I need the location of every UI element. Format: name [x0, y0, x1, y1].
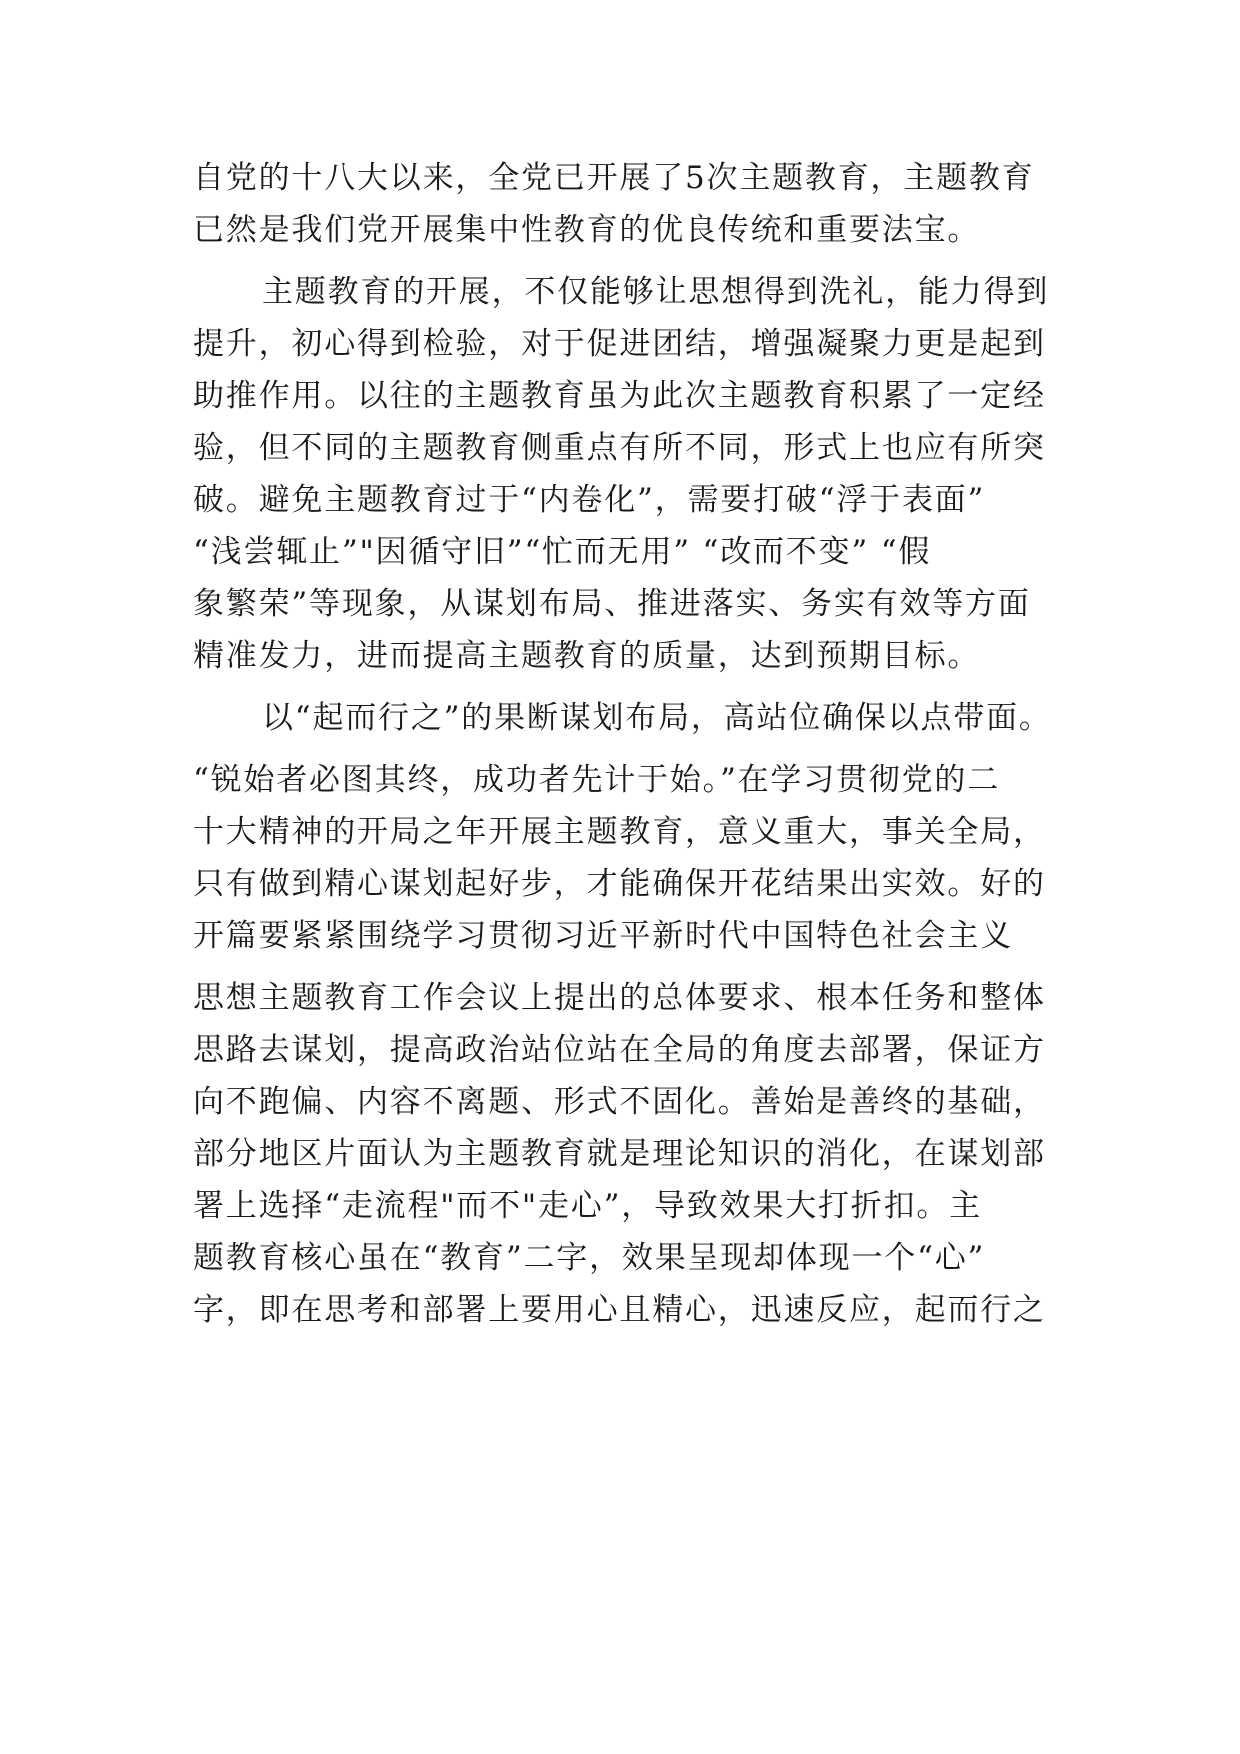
- text-line: “浅尝辄止”"因循守旧”“忙而无用” “改而不变” “假: [193, 534, 932, 570]
- text-line: 助推作用。以往的主题教育虽为此次主题教育积累了一定经: [193, 378, 1046, 414]
- text-line: 署上选择“走流程"而不"走心”，导致效果大打折扣。主: [193, 1188, 983, 1224]
- text-line: 题教育核心虽在“教育”二字，效果呈现却体现一个“心”: [193, 1240, 986, 1276]
- text-line: 部分地区片面认为主题教育就是理论知识的消化，在谋划部: [193, 1136, 1046, 1172]
- text-line: 字，即在思考和部署上要用心且精心，迅速反应，起而行之: [193, 1292, 1046, 1328]
- text-line: 思路去谋划，提高政治站位站在全局的角度去部署，保证方: [193, 1032, 1046, 1068]
- paragraph-start-line: 主题教育的开展，不仅能够让思想得到洗礼，能力得到: [262, 274, 1050, 310]
- text-line: 验，但不同的主题教育侧重点有所不同，形式上也应有所突: [193, 430, 1046, 466]
- text-line: 提升，初心得到检验，对于促进团结，增强凝聚力更是起到: [193, 326, 1046, 362]
- text-line: “锐始者必图其终，成功者先计于始。”在学习贯彻党的二: [193, 762, 1000, 798]
- body-text: [193, 152, 1053, 1336]
- text-line: 破。避免主题教育过于“内卷化”，需要打破“浮于表面”: [193, 482, 986, 518]
- text-line: 思想主题教育工作会议上提出的总体要求、根本任务和整体: [193, 980, 1046, 1016]
- text-line: 精准发力，进而提高主题教育的质量，达到预期目标。: [193, 638, 981, 674]
- paragraph-start-line: 以“起而行之”的果断谋划布局，高站位确保以点带面。: [262, 700, 1052, 736]
- text-line: 只有做到精心谋划起好步，才能确保开花结果出实效。好的: [193, 866, 1046, 902]
- text-line: 已然是我们党开展集中性教育的优良传统和重要法宝。: [193, 212, 981, 248]
- text-line: 象繁荣”等现象，从谋划布局、推进落实、务实有效等方面: [193, 586, 1031, 622]
- text-line: 十大精神的开局之年开展主题教育，意义重大，事关全局，: [193, 814, 1046, 850]
- text-line: 向不跑偏、内容不离题、形式不固化。善始是善终的基础，: [193, 1084, 1046, 1120]
- text-line: 自党的十八大以来，全党已开展了5次主题教育，主题教育: [193, 160, 1035, 196]
- text-line: 开篇要紧紧围绕学习贯彻习近平新时代中国特色社会主义: [193, 918, 1013, 954]
